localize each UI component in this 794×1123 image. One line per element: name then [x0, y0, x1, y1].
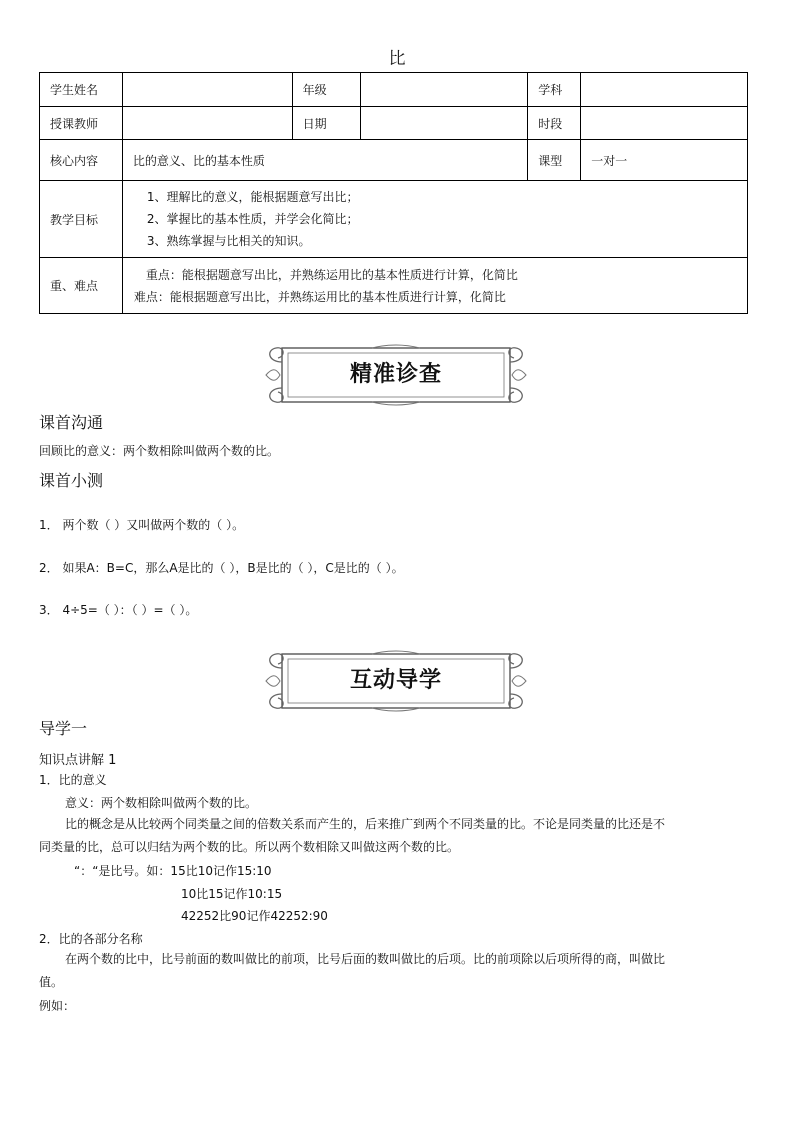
- item-1-title: 1．比的意义: [39, 773, 107, 787]
- parts-line: 值。: [39, 975, 64, 989]
- lesson-type-label: 课型: [528, 140, 581, 181]
- ratio-example: 10比15记作10:15: [181, 887, 283, 901]
- core-content-label: 核心内容: [40, 140, 123, 181]
- student-name-label: 学生姓名: [40, 73, 123, 107]
- review-text: 回顾比的意义：两个数相除叫做两个数的比。: [39, 444, 280, 458]
- goal-item: 3、熟练掌握与比相关的知识。: [146, 234, 311, 248]
- concept-line: 同类量的比，总可以归结为两个数的比。所以两个数相除又叫做这两个数的比。: [39, 840, 460, 854]
- item-2-title: 2．比的各部分名称: [39, 932, 143, 946]
- concept-paragraph: [39, 813, 751, 859]
- difficult-point: 难点：能根据题意写出比，并熟练运用比的基本性质进行计算，化简比: [133, 289, 506, 304]
- period-label: 时段: [528, 107, 581, 140]
- date-label: 日期: [292, 107, 360, 140]
- section-heading-quiz: 课首小测: [39, 471, 104, 490]
- meaning-text: 意义：两个数相除叫做两个数的比。: [65, 796, 258, 810]
- banner-title: 精准诊查: [349, 361, 442, 387]
- section-banner-guided: [262, 648, 530, 714]
- knowledge-point-title: 知识点讲解 1: [39, 753, 117, 768]
- teacher-label: 授课教师: [40, 107, 123, 140]
- parts-paragraph: [39, 948, 751, 994]
- ratio-example: 42252比90记作42252:90: [181, 909, 328, 923]
- key-point: 重点：能根据题意写出比，并熟练运用比的基本性质进行计算，化简比: [145, 267, 518, 282]
- example-label: 例如：: [39, 999, 76, 1013]
- student-name-value[interactable]: [122, 73, 292, 107]
- teaching-goals-label: 教学目标: [40, 181, 123, 258]
- quiz-question-2: 2． 如果A：B=C，那么A是比的（ ），B是比的（ ），C是比的（ ）。: [39, 561, 404, 575]
- key-points-label: 重、难点: [40, 258, 123, 314]
- core-content-value: 比的意义、比的基本性质: [122, 140, 527, 181]
- section-heading-communication: 课首沟通: [39, 413, 104, 432]
- key-points-cell: [122, 258, 747, 314]
- teacher-value[interactable]: [122, 107, 292, 140]
- date-value[interactable]: [360, 107, 528, 140]
- quiz-question-3: 3． 4÷5=（ ）：（ ）=（ ）。: [39, 603, 198, 617]
- goal-item: 2、掌握比的基本性质，并学会化简比；: [146, 212, 359, 226]
- lesson-info-table: [39, 72, 748, 314]
- banner-title: 互动导学: [349, 667, 442, 693]
- subject-label: 学科: [528, 73, 581, 107]
- ratio-sign-text: “：“是比号。如：15比10记作15:10: [74, 864, 272, 878]
- lesson-type-value: 一对一: [581, 140, 748, 181]
- subject-value[interactable]: [581, 73, 748, 107]
- goal-item: 1、理解比的意义，能根据题意写出比；: [146, 190, 359, 204]
- parts-line: 在两个数的比中，比号前面的数叫做比的前项，比号后面的数叫做比的后项。比的前项除以后项所得的商，叫做比: [65, 952, 666, 966]
- teaching-goals-cell: [122, 181, 747, 258]
- grade-label: 年级: [292, 73, 360, 107]
- section-banner-diagnosis: [262, 342, 530, 408]
- grade-value[interactable]: [360, 73, 528, 107]
- guide-heading: 导学一: [39, 719, 88, 738]
- concept-line: 比的概念是从比较两个同类量之间的倍数关系而产生的，后来推广到两个不同类量的比。不论是同类量的比还是不: [65, 817, 666, 831]
- quiz-question-1: 1． 两个数（ ）又叫做两个数的（ ）。: [39, 518, 245, 532]
- page-title: 比: [388, 49, 406, 69]
- period-value[interactable]: [581, 107, 748, 140]
